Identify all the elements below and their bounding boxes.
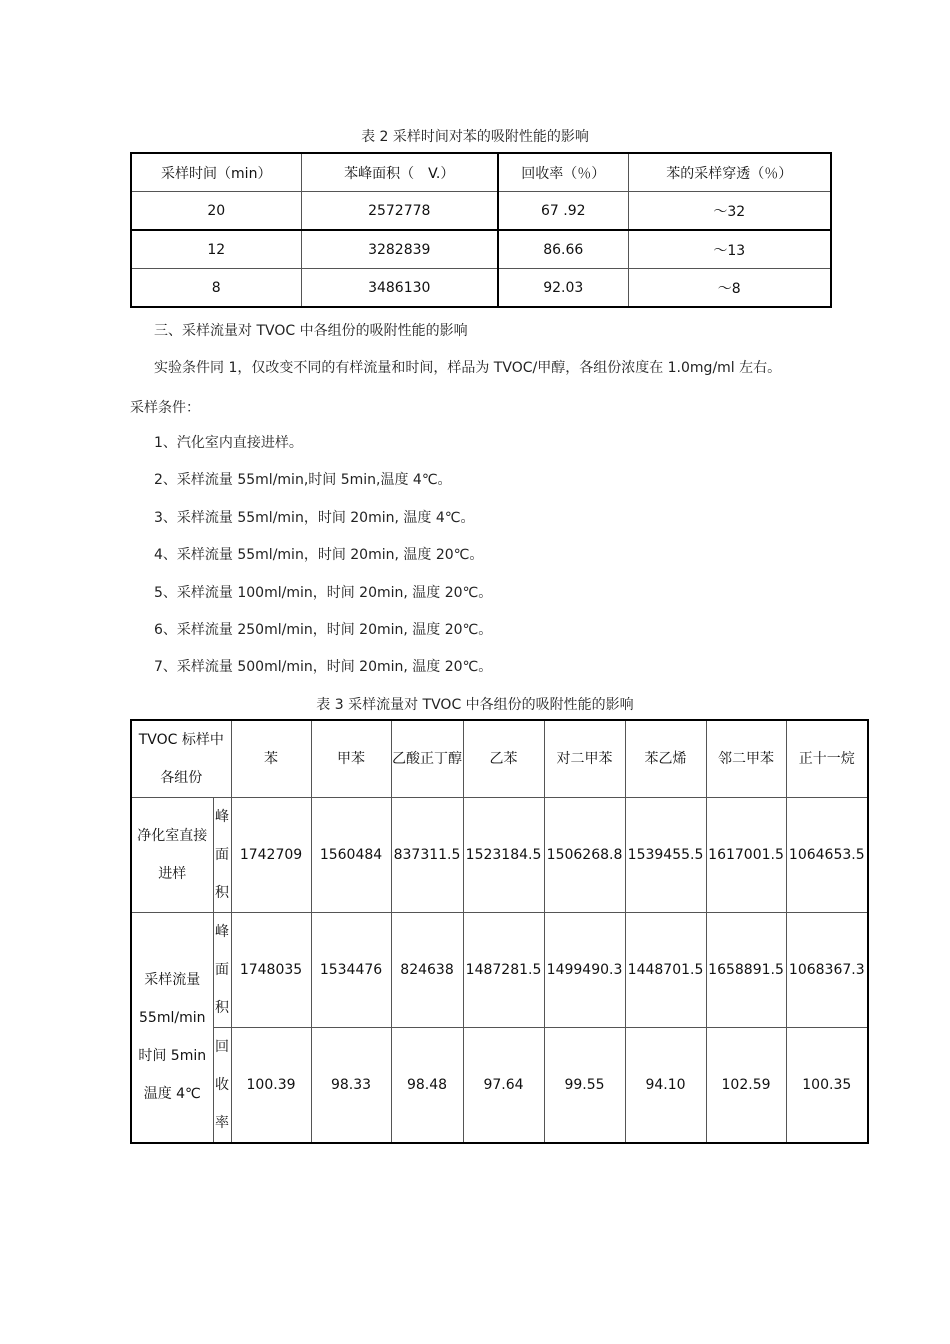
table-cell: 1742709 <box>231 798 311 913</box>
group-label-line: 温度 4℃ <box>143 1086 201 1102</box>
group-label-line: 时间 5min <box>138 1048 207 1064</box>
table3-corner-header: TVOC 标样中各组份 <box>131 720 231 798</box>
group-label-line: 采样流量 <box>144 972 201 988</box>
table-cell: 1534476 <box>311 913 391 1028</box>
table-cell: 1523184.5 <box>463 798 544 913</box>
metric-label: 峰面积 <box>213 798 231 913</box>
metric-label: 回收率 <box>213 1028 231 1144</box>
table-cell: 3282839 <box>301 230 498 269</box>
component-header: 苯乙烯 <box>625 720 706 798</box>
group-label <box>131 913 213 1144</box>
group-label-line: 55ml/min <box>139 1010 206 1026</box>
condition-item: 3、采样流量 55ml/min，时间 20min, 温度 4℃。 <box>154 510 475 526</box>
table-cell: 94.10 <box>625 1028 706 1144</box>
table-cell: 8 <box>131 269 301 308</box>
table-cell: 1560484 <box>311 798 391 913</box>
table-cell: 100.39 <box>231 1028 311 1144</box>
table2-caption: 表 2 采样时间对苯的吸附性能的影响 <box>361 129 589 145</box>
table2 <box>130 152 832 308</box>
table-cell: 1617001.5 <box>706 798 786 913</box>
section-heading: 三、采样流量对 TVOC 中各组份的吸附性能的影响 <box>154 323 468 339</box>
table3-header-row <box>131 720 868 798</box>
table-cell: 824638 <box>391 913 463 1028</box>
component-header: 对二甲苯 <box>544 720 625 798</box>
table-cell: ～32 <box>628 192 831 231</box>
table2-header-cell: 采样时间（min） <box>131 153 301 192</box>
table-cell: 12 <box>131 230 301 269</box>
table-cell: 98.33 <box>311 1028 391 1144</box>
component-header: 邻二甲苯 <box>706 720 786 798</box>
table-cell: 98.48 <box>391 1028 463 1144</box>
table-cell: 67 .92 <box>498 192 628 231</box>
table-row <box>131 192 831 231</box>
group-label: 净化室直接进样 <box>131 798 213 913</box>
table-cell: 99.55 <box>544 1028 625 1144</box>
table-cell: 97.64 <box>463 1028 544 1144</box>
table2-header-cell: 苯峰面积（ V.） <box>301 153 498 192</box>
condition-item: 6、采样流量 250ml/min，时间 20min, 温度 20℃。 <box>154 622 493 638</box>
table-cell: 1064653.5 <box>786 798 868 913</box>
table-cell: 102.59 <box>706 1028 786 1144</box>
table-cell: 20 <box>131 192 301 231</box>
table-row <box>131 798 868 913</box>
table-row <box>131 269 831 308</box>
component-header: 甲苯 <box>311 720 391 798</box>
table-cell: 837311.5 <box>391 798 463 913</box>
table-cell: 86.66 <box>498 230 628 269</box>
table-cell: 1658891.5 <box>706 913 786 1028</box>
table-row <box>131 230 831 269</box>
table-cell: 1068367.3 <box>786 913 868 1028</box>
table3-caption: 表 3 采样流量对 TVOC 中各组份的吸附性能的影响 <box>316 697 634 713</box>
table-cell: 1748035 <box>231 913 311 1028</box>
table3 <box>130 719 869 1144</box>
condition-item: 5、采样流量 100ml/min，时间 20min, 温度 20℃。 <box>154 585 493 601</box>
condition-item: 4、采样流量 55ml/min，时间 20min, 温度 20℃。 <box>154 547 484 563</box>
table-cell: 3486130 <box>301 269 498 308</box>
table2-header-cell: 回收率（％） <box>498 153 628 192</box>
table-cell: 1506268.8 <box>544 798 625 913</box>
conditions-title: 采样条件： <box>130 400 200 416</box>
metric-label: 峰面积 <box>213 913 231 1028</box>
table-cell: ～13 <box>628 230 831 269</box>
condition-item: 2、采样流量 55ml/min,时间 5min,温度 4℃。 <box>154 472 452 488</box>
table-cell: 1499490.3 <box>544 913 625 1028</box>
table-cell: 1487281.5 <box>463 913 544 1028</box>
table-row <box>131 913 868 1028</box>
table-cell: 100.35 <box>786 1028 868 1144</box>
component-header: 苯 <box>231 720 311 798</box>
component-header: 乙苯 <box>463 720 544 798</box>
table-cell: 1448701.5 <box>625 913 706 1028</box>
condition-item: 7、采样流量 500ml/min，时间 20min, 温度 20℃。 <box>154 659 493 675</box>
component-header: 乙酸正丁醇 <box>391 720 463 798</box>
component-header: 正十一烷 <box>786 720 868 798</box>
table-cell: ～8 <box>628 269 831 308</box>
table-row <box>131 1028 868 1144</box>
intro-paragraph: 实验条件同 1，仅改变不同的有样流量和时间，样品为 TVOC/甲醇，各组份浓度在 1.0mg/ml 左右。 <box>154 360 782 376</box>
table-cell: 92.03 <box>498 269 628 308</box>
table2-header-cell: 苯的采样穿透（％） <box>628 153 831 192</box>
condition-item: 1、汽化室内直接进样。 <box>154 435 303 451</box>
table2-header-row <box>131 153 831 192</box>
table-cell: 1539455.5 <box>625 798 706 913</box>
table-cell: 2572778 <box>301 192 498 231</box>
